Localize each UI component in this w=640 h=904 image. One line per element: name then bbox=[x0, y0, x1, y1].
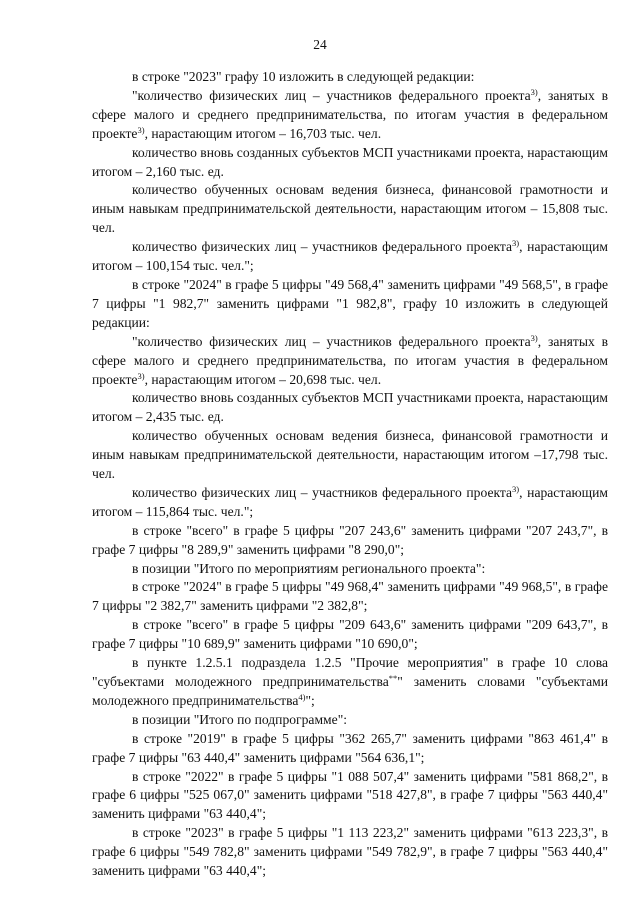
paragraph bbox=[92, 768, 608, 825]
page-number: 24 bbox=[313, 37, 327, 52]
paragraph bbox=[92, 484, 608, 522]
paragraph-text: в строке "2022" в графе 5 цифры "1 088 507,4" заменить цифрами "581 868,2", в графе 6 цифры "525 067,0" заменить цифрами "518 427,8", в графе 7 цифры "563 440,4" заменить цифрами "63 440,4"; bbox=[92, 768, 608, 822]
paragraph bbox=[92, 654, 608, 711]
paragraph-text: в строке "2024" в графе 5 цифры "49 968,4" заменить цифрами "49 968,5", в графе 7 цифры "2 382,7" заменить цифрами "2 382,8"; bbox=[92, 579, 608, 614]
document-body bbox=[92, 68, 608, 881]
paragraph bbox=[92, 711, 608, 730]
paragraph bbox=[92, 68, 608, 87]
paragraph-text: , занятых в сфере малого и среднего предпринимательства, по итогам участия в федеральном проекте bbox=[92, 333, 608, 387]
paragraph-text: в строке "2019" в графе 5 цифры "362 265,7" заменить цифрами "863 461,4" в графе 7 цифры "63 440,4" заменить цифрами "564 636,1"; bbox=[92, 730, 608, 765]
paragraph-text: , нарастающим итогом – 16,703 тыс. чел. bbox=[144, 125, 382, 141]
footnote-mark: 3) bbox=[137, 370, 145, 381]
paragraph-text: " заменить словами "субъектами молодежного предпринимательства bbox=[92, 674, 608, 708]
paragraph bbox=[92, 616, 608, 654]
paragraph-text: количество физических лиц – участников федерального проекта bbox=[132, 484, 513, 500]
paragraph-text: количество обученных основам ведения бизнеса, финансовой грамотности и иным навыкам предпринимательской деятельности, нарастающим итогом – 15,808 тыс. чел. bbox=[92, 182, 608, 236]
paragraph-text: в позиции "Итого по мероприятиям регионального проекта": bbox=[132, 560, 486, 576]
paragraph bbox=[92, 333, 608, 390]
paragraph bbox=[92, 560, 608, 579]
paragraph bbox=[92, 238, 608, 276]
paragraph-text: количество физических лиц – участников федерального проекта bbox=[132, 239, 513, 255]
paragraph bbox=[92, 276, 608, 333]
paragraph-text: в строке "всего" в графе 5 цифры "209 643,6" заменить цифрами "209 643,7", в графе 7 цифры "10 689,9" заменить цифрами "10 690,0"; bbox=[92, 617, 608, 652]
paragraph-text: , нарастающим итогом – 100,154 тыс. чел."; bbox=[92, 239, 608, 274]
paragraph bbox=[92, 522, 608, 560]
paragraph-text: в строке "2024" в графе 5 цифры "49 568,4" заменить цифрами "49 568,5", в графе 7 цифры "1 982,7" заменить цифрами "1 982,8", графу 10 изложить в следующей редакции: bbox=[92, 276, 608, 330]
paragraph bbox=[92, 730, 608, 768]
paragraph bbox=[92, 144, 608, 182]
paragraph bbox=[92, 389, 608, 427]
footnote-mark: 3) bbox=[512, 238, 520, 249]
paragraph-text: в строке "всего" в графе 5 цифры "207 243,6" заменить цифрами "207 243,7", в графе 7 цифры "8 289,9" заменить цифрами "8 290,0"; bbox=[92, 522, 608, 557]
paragraph-text: в пункте 1.2.5.1 подраздела 1.2.5 "Прочие мероприятия" в графе 10 слова "субъектами молодежного предпринимательства bbox=[92, 655, 608, 689]
footnote-mark: 4) bbox=[298, 691, 306, 702]
paragraph bbox=[92, 87, 608, 144]
paragraph-text: , занятых в сфере малого и среднего предпринимательства, по итогам участия в федеральном проекте bbox=[92, 87, 608, 141]
paragraph-text: "количество физических лиц – участников федерального проекта bbox=[132, 87, 531, 103]
paragraph-text: "; bbox=[305, 692, 315, 708]
paragraph bbox=[92, 578, 608, 616]
paragraph-text: в строке "2023" графу 10 изложить в следующей редакции: bbox=[132, 69, 475, 84]
footnote-mark: 3) bbox=[512, 483, 520, 494]
paragraph-text: "количество физических лиц – участников федерального проекта bbox=[132, 333, 531, 349]
footnote-mark: 3) bbox=[530, 332, 538, 343]
footnote-mark: 3) bbox=[137, 124, 145, 135]
footnote-mark: ** bbox=[388, 673, 398, 683]
paragraph-text: , нарастающим итогом – 20,698 тыс. чел. bbox=[144, 371, 382, 387]
paragraph-text: в строке "2023" в графе 5 цифры "1 113 223,2" заменить цифрами "613 223,3", в графе 6 цифры "549 782,8" заменить цифрами "549 782,9", в графе 7 цифры "563 440,4" заменить цифрами "63 440,4"; bbox=[92, 825, 608, 879]
paragraph-text: количество вновь созданных субъектов МСП участниками проекта, нарастающим итогом – 2,435 тыс. ед. bbox=[92, 390, 609, 425]
footnote-mark: 3) bbox=[530, 86, 538, 97]
paragraph bbox=[92, 181, 608, 238]
paragraph-text: количество вновь созданных субъектов МСП участниками проекта, нарастающим итогом – 2,160 тыс. ед. bbox=[92, 144, 609, 179]
paragraph-text: в позиции "Итого по подпрограмме": bbox=[132, 711, 348, 727]
paragraph bbox=[92, 427, 608, 484]
paragraph bbox=[92, 824, 608, 881]
paragraph-text: количество обученных основам ведения бизнеса, финансовой грамотности и иным навыкам предпринимательской деятельности, нарастающим итогом –17,798 тыс. чел. bbox=[92, 428, 608, 482]
paragraph-text: , нарастающим итогом – 115,864 тыс. чел."; bbox=[92, 484, 608, 519]
